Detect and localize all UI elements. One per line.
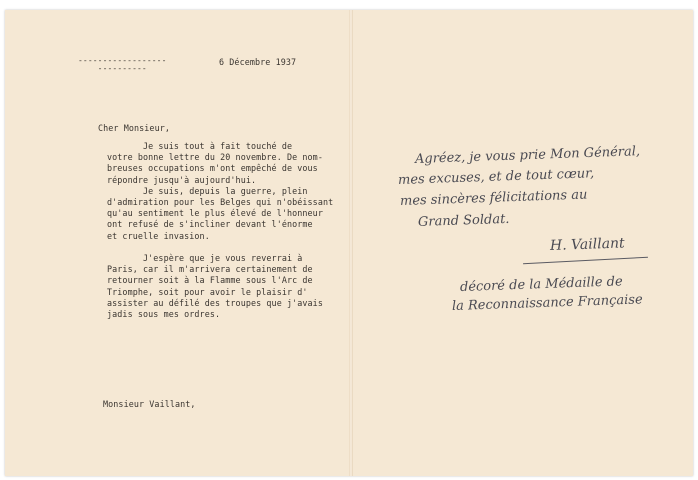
header-dashes: ------------------ ---------- <box>78 56 167 73</box>
letter-date: 6 Décembre 1937 <box>219 57 297 67</box>
handwritten-line-4: Grand Soldat. <box>417 211 510 230</box>
letter-body: Je suis tout à fait touché de votre bonne lettre du 20 novembre. De nom- breuses occupations m'ont empêché de vous répondre jusqu'à aujourd'hui. Je suis, depuis la guerre, plein d'admiration pour les Belges qui n'obéissant qu'au sentiment le plus élevé de l'honneur ont refusé de s'incliner devant l'énorme et cruelle invasion. J'espère que je vous reverrai à Paris, car il m'arrivera certainement de retourner soit à la Flamme sous l'Arc de Triomphe, soit pour avoir le plaisir d' assister au défilé des troupes que j'avais jadis sous mes ordres. <box>107 141 334 320</box>
handwritten-line-2: mes excuses, et de tout cœur, <box>397 166 595 188</box>
page-fold <box>349 10 353 476</box>
handwritten-line-3: mes sincères félicitations au <box>399 187 588 209</box>
handwritten-signature: H. Vaillant <box>549 235 625 254</box>
recipient-name: Monsieur Vaillant, <box>103 399 196 409</box>
signature-underline <box>523 257 648 265</box>
letter-sheet <box>5 10 693 476</box>
salutation: Cher Monsieur, <box>98 123 170 133</box>
handwritten-line-5: décoré de la Médaille de <box>459 274 623 295</box>
handwritten-line-6: la Reconnaissance Française <box>451 292 643 314</box>
handwritten-line-1: Agréez, je vous prie Mon Général, <box>414 144 641 167</box>
